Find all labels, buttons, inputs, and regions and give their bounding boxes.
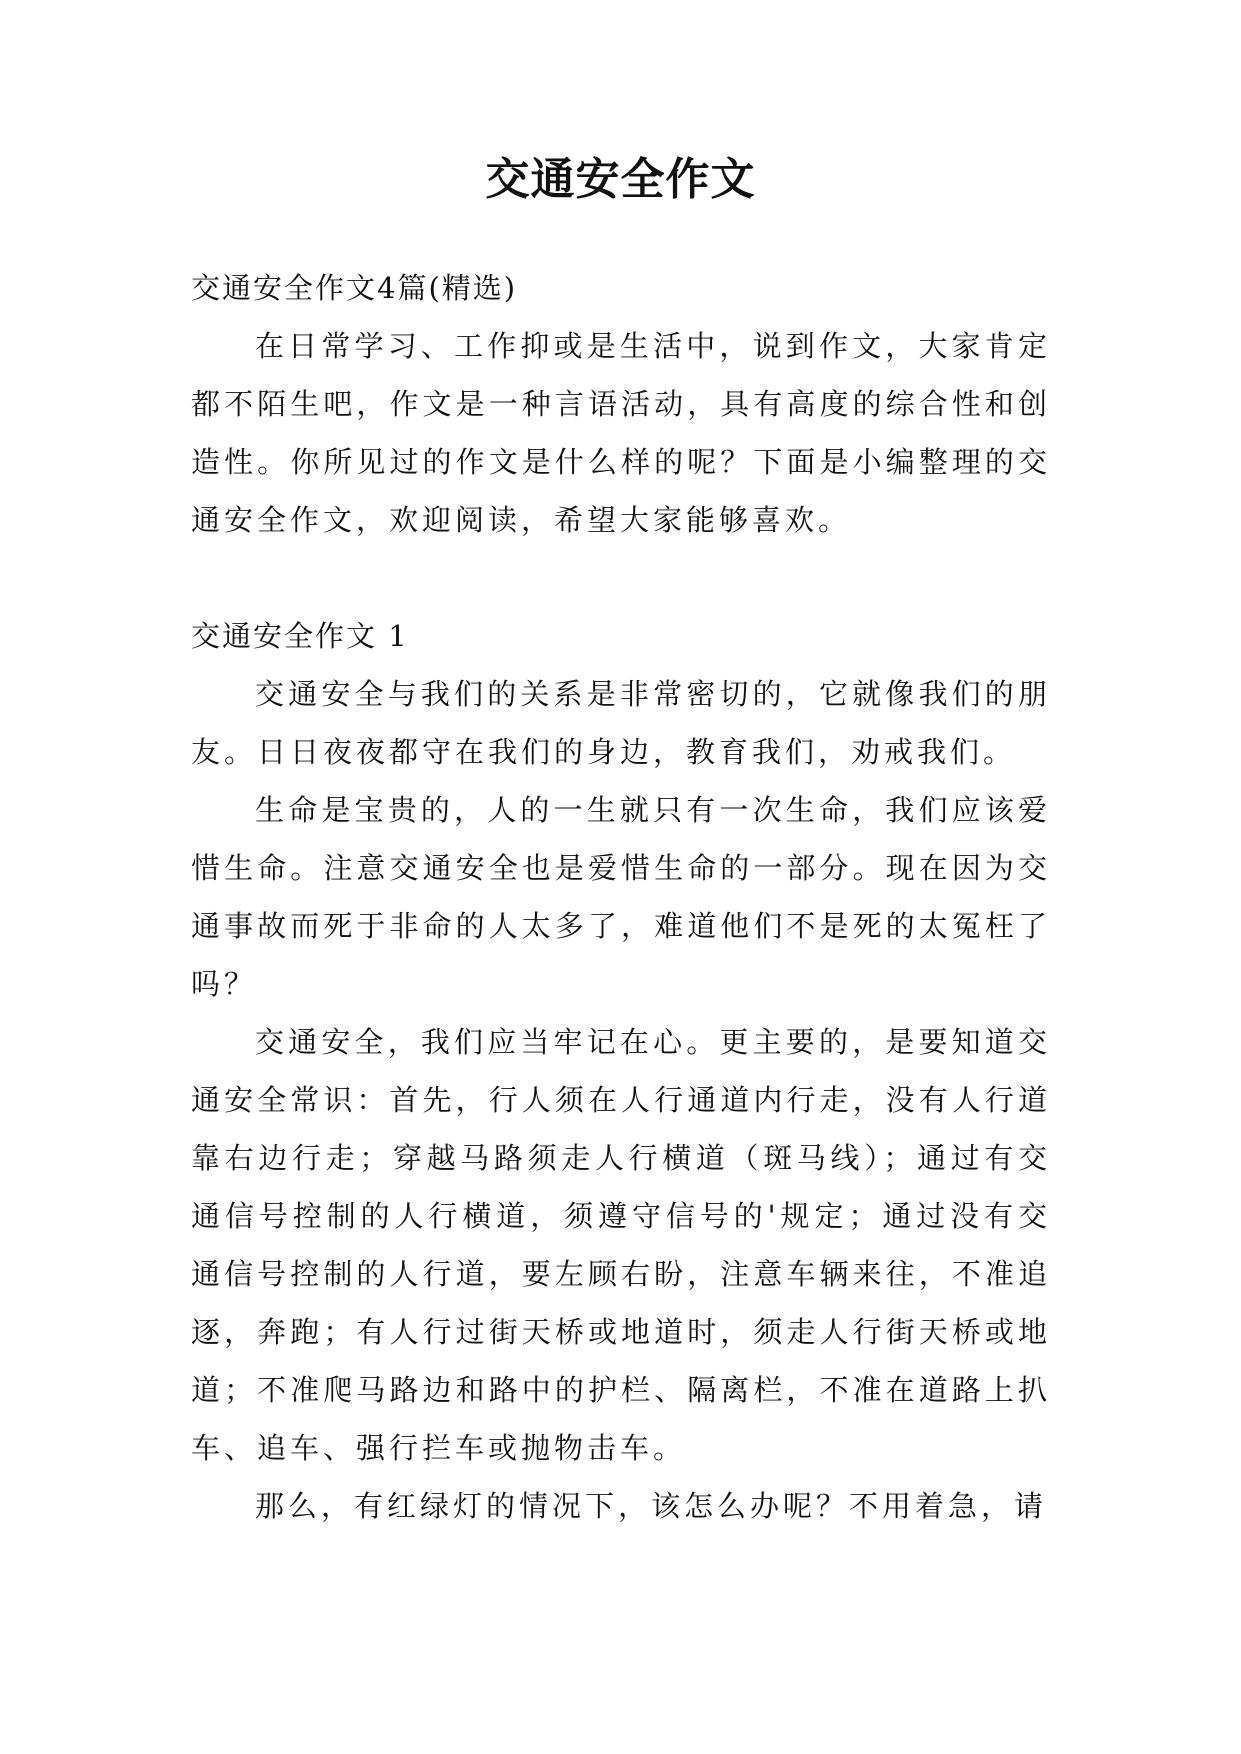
document-body [191,259,1051,1535]
essay-1-paragraph-1: 交通安全与我们的关系是非常密切的，它就像我们的朋友。日日夜夜都守在我们的身边，教育我们，劝戒我们。 [191,677,1051,769]
essay-1-paragraph-4: 那么，有红绿灯的情况下，该怎么办呢？不用着急，请 [255,1489,1048,1523]
section-spacer [191,549,1051,607]
document-title: 交通安全作文 [485,154,756,205]
essay-1-heading: 交通安全作文 1 [191,619,409,653]
essay-1-paragraph-2: 生命是宝贵的，人的一生就只有一次生命，我们应该爱惜生命。注意交通安全也是爱惜生命的一部分。现在因为交通事故而死于非命的人太多了，难道他们不是死的太冤枉了吗？ [191,793,1051,1001]
intro-paragraph: 在日常学习、工作抑或是生活中，说到作文，大家肯定都不陌生吧，作文是一种言语活动，具有高度的综合性和创造性。你所见过的作文是什么样的呢？下面是小编整理的交通安全作文，欢迎阅读，希望大家能够喜欢。 [191,329,1051,537]
essay-1-paragraph-3: 交通安全，我们应当牢记在心。更主要的，是要知道交通安全常识：首先，行人须在人行通道内行走，没有人行道靠右边行走；穿越马路须走人行横道（斑马线）；通过有交通信号控制的人行横道，须遵守信号的'规定；通过没有交通信号控制的人行道，要左顾右盼，注意车辆来往，不准追逐，奔跑；有人行过街天桥或地道时，须走人行街天桥或地道；不准爬马路边和路中的护栏、隔离栏，不准在道路上扒车、追车、强行拦车或抛物击车。 [191,1025,1051,1465]
subtitle: 交通安全作文4篇(精选) [191,271,518,305]
